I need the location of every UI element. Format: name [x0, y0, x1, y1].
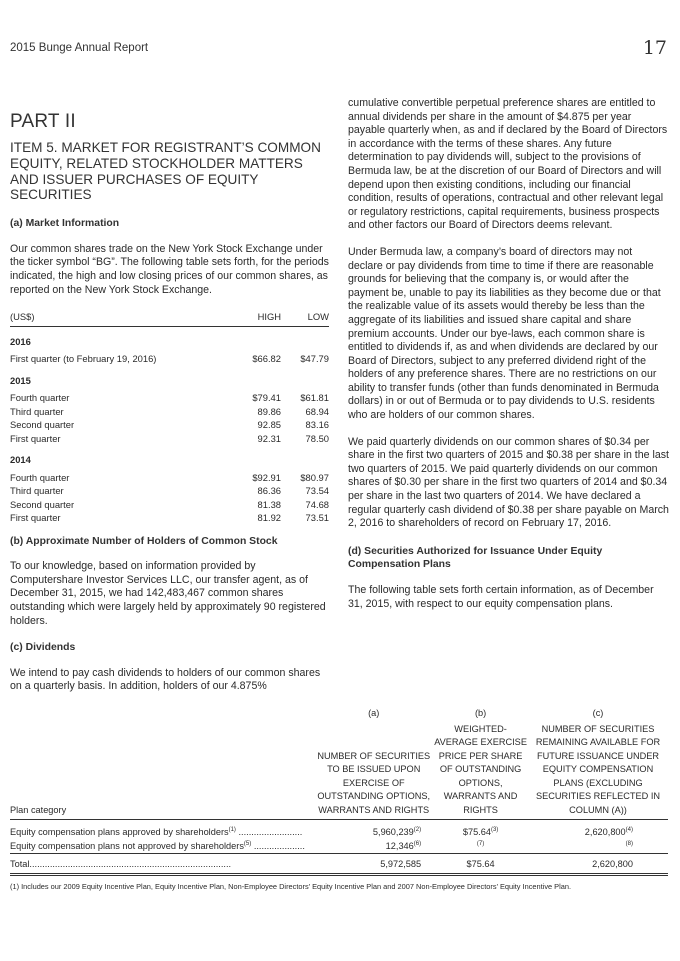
low-price: $47.79 [300, 353, 329, 365]
footnote-ref: (8) [625, 840, 633, 847]
high-price: 92.31 [257, 432, 281, 444]
left-column [10, 111, 329, 707]
section-a-heading: (a) Market Information [10, 218, 120, 230]
high-price: $92.91 [252, 471, 281, 483]
quarter-label: Second quarter [10, 498, 75, 510]
section-a-paragraph: Our common shares trade on the New York Stock Exchange under the ticker symbol “BG”. The following table sets forth, for the periods indicated, the high and low closing prices of our common shares, as reported on the New York Stock Exchange. [10, 242, 329, 296]
table-row [10, 498, 329, 512]
quarter-label: First quarter [10, 512, 61, 524]
plan-category-header: Plan category [10, 723, 314, 820]
price-col-header: HIGH [221, 310, 281, 326]
footnote-ref: (2) [413, 826, 422, 833]
total-row [10, 854, 668, 875]
quarter-label: Fourth quarter [10, 471, 70, 483]
section-b-paragraph: To our knowledge, based on information provided by Computershare Investor Services LLC, our transfer agent, as of December 31, 2015, we had 142,483,467 common shares outstanding which were largely held by approximately 90 registered holders. [10, 560, 326, 627]
quarter-label: First quarter [10, 432, 61, 444]
table-row [10, 391, 329, 405]
table-row [10, 471, 329, 485]
dot-leader: ......................... [235, 827, 303, 837]
dot-leader: ............................................................................... [29, 859, 232, 869]
section-c-heading: (c) Dividends [10, 642, 76, 654]
report-title: 2015 Bunge Annual Report [10, 42, 149, 54]
price-col-header: (US$) [10, 310, 221, 326]
high-price: 86.36 [257, 485, 281, 497]
securities-to-be-issued-header: NUMBER OF SECURITIES TO BE ISSUED UPON EXERCISE OF OUTSTANDING OPTIONS, WARRANTS AND RIGHTS [314, 723, 433, 820]
footnote-ref: (5) [243, 840, 252, 847]
section-d-paragraph: The following table sets forth certain information, as of December 31, 2015, with respect to our equity compensation plans. [348, 584, 654, 610]
footnote-ref: (7) [476, 840, 485, 847]
right-column [348, 97, 669, 624]
quarter-label: First quarter (to February 19, 2016) [10, 353, 157, 365]
paid-dividends-paragraph: We paid quarterly dividends on our common shares of $0.34 per share in the first two quarters of 2015 and $0.38 per share in the last two quarters of 2015. We paid quarterly dividends on our common shares of $0.30 per share in the first two quarters of 2014 and $0.34 per share in the last two quarters of 2014. We have declared a regular quarterly cash dividend of $0.38 per share payable on March 2, 2016 to shareholders of record on February 17, 2016. [348, 435, 669, 530]
weighted-average-price-header: WEIGHTED-AVERAGE EXERCISE PRICE PER SHARE OF OUTSTANDING OPTIONS, WARRANTS AND RIGHTS [433, 723, 528, 820]
high-price: 92.85 [257, 419, 281, 431]
footnote-ref: (4) [625, 826, 633, 833]
low-price: 68.94 [305, 405, 329, 417]
table-row [10, 820, 668, 840]
total-securities-issued: 5,972,585 [314, 854, 433, 875]
col-letter: (a) [368, 708, 380, 718]
high-price: 89.86 [257, 405, 281, 417]
quarter-label: Fourth quarter [10, 392, 70, 404]
securities-issued-value: 12,346 [385, 841, 414, 851]
table-row [10, 405, 329, 419]
col-letter: (b) [474, 708, 487, 718]
year-label: 2014 [10, 454, 31, 466]
item-heading: ITEM 5. MARKET FOR REGISTRANT’S COMMON EQUITY, RELATED STOCKHOLDER MATTERS AND ISSUER PURCHASES OF EQUITY SECURITIES [10, 140, 321, 203]
equity-compensation-table [10, 707, 668, 892]
exercise-price-value: $75.64 [462, 827, 491, 837]
col-letter: (c) [592, 708, 604, 718]
quarter-label: Third quarter [10, 405, 64, 417]
table-row [10, 432, 329, 446]
section-d-heading: (d) Securities Authorized for Issuance Under Equity Compensation Plans [348, 545, 603, 571]
table-row [10, 839, 668, 854]
total-label: Total [10, 859, 30, 869]
low-price: 78.50 [305, 432, 329, 444]
stock-price-table [10, 310, 329, 525]
plan-category: Equity compensation plans not approved by shareholders [10, 841, 244, 851]
year-label: 2016 [10, 335, 31, 347]
footnote-ref: (1) [228, 826, 236, 833]
low-price: 73.54 [305, 485, 329, 497]
section-b-heading: (b) Approximate Number of Holders of Common Stock [10, 535, 278, 547]
low-price: 74.68 [305, 498, 329, 510]
footnote-ref: (3) [490, 826, 499, 833]
bermuda-law-paragraph: Under Bermuda law, a company’s board of directors may not declare or pay dividends from time to time if there are reasonable grounds for believing that the company is, or would after the payment be, unable to pay its liabilities as they become due or that the realizable value of its assets would thereby be less than the aggregate of its liabilities and issued share capital and share premium accounts. Under our bye-laws, each common share is entitled to dividends if, as and when dividends are declared by our Board of Directors, subject to any preferred dividend right of the holders of any preference shares. There are no restrictions on our ability to transfer funds (other than funds denominated in Bermuda dollars) in or out of Bermuda or to pay dividends to U.S. residents who are holders of our common shares. [348, 245, 661, 422]
low-price: $61.81 [300, 392, 329, 404]
table-row [10, 418, 329, 432]
price-col-header: LOW [281, 310, 329, 326]
footnote: (1) Includes our 2009 Equity Incentive Plan, Equity Incentive Plan, Non-Employee Directors’ Equity Incentive Plan and 2007 Non-Employee Directors’ Equity Incentive Plan. [10, 882, 572, 891]
quarter-label: Second quarter [10, 419, 75, 431]
table-row [10, 511, 329, 525]
low-price: $80.97 [300, 471, 329, 483]
year-label: 2015 [10, 374, 31, 386]
low-price: 83.16 [305, 419, 329, 431]
dot-leader: .................... [251, 841, 305, 851]
total-securities-remaining: 2,620,800 [528, 854, 668, 875]
section-c-paragraph: We intend to pay cash dividends to holders of our common shares on a quarterly basis. In addition, holders of our 4.875% [10, 666, 321, 693]
table-row [10, 352, 329, 366]
plan-category: Equity compensation plans approved by shareholders [10, 827, 229, 837]
quarter-label: Third quarter [10, 485, 64, 497]
securities-remaining-header: NUMBER OF SECURITIES REMAINING AVAILABLE FOR FUTURE ISSUANCE UNDER EQUITY COMPENSATION PLANS (EXCLUDING SECURITIES REFLECTED IN COLUMN (A)) [528, 723, 668, 820]
dividend-paragraph-cont: cumulative convertible perpetual preference shares are entitled to annual dividends per share in the amount of $4.875 per year payable quarterly when, as and if declared by the Board of Directors in accordance with the terms of these shares. Any future determination to pay dividends will, subject to the provisions of Bermuda law, be at the discretion of our Board of Directors and will depend upon then existing conditions, including our financial condition, results of operations, contractual and other relevant legal or regulatory restrictions, capital requirements, business prospects and other factors our Board of Directors deems relevant. [348, 97, 668, 232]
securities-remaining-value: 2,620,800 [584, 827, 626, 837]
low-price: 73.51 [305, 512, 329, 524]
table-row [10, 484, 329, 498]
footnote-ref: (6) [413, 840, 422, 847]
total-exercise-price: $75.64 [433, 854, 528, 875]
high-price: $79.41 [252, 392, 281, 404]
page-number: 17 [642, 37, 667, 59]
high-price: 81.38 [257, 498, 281, 510]
part-heading: PART II [10, 111, 76, 132]
high-price: 81.92 [257, 512, 281, 524]
high-price: $66.82 [252, 353, 281, 365]
securities-issued-value: 5,960,239 [372, 827, 414, 837]
